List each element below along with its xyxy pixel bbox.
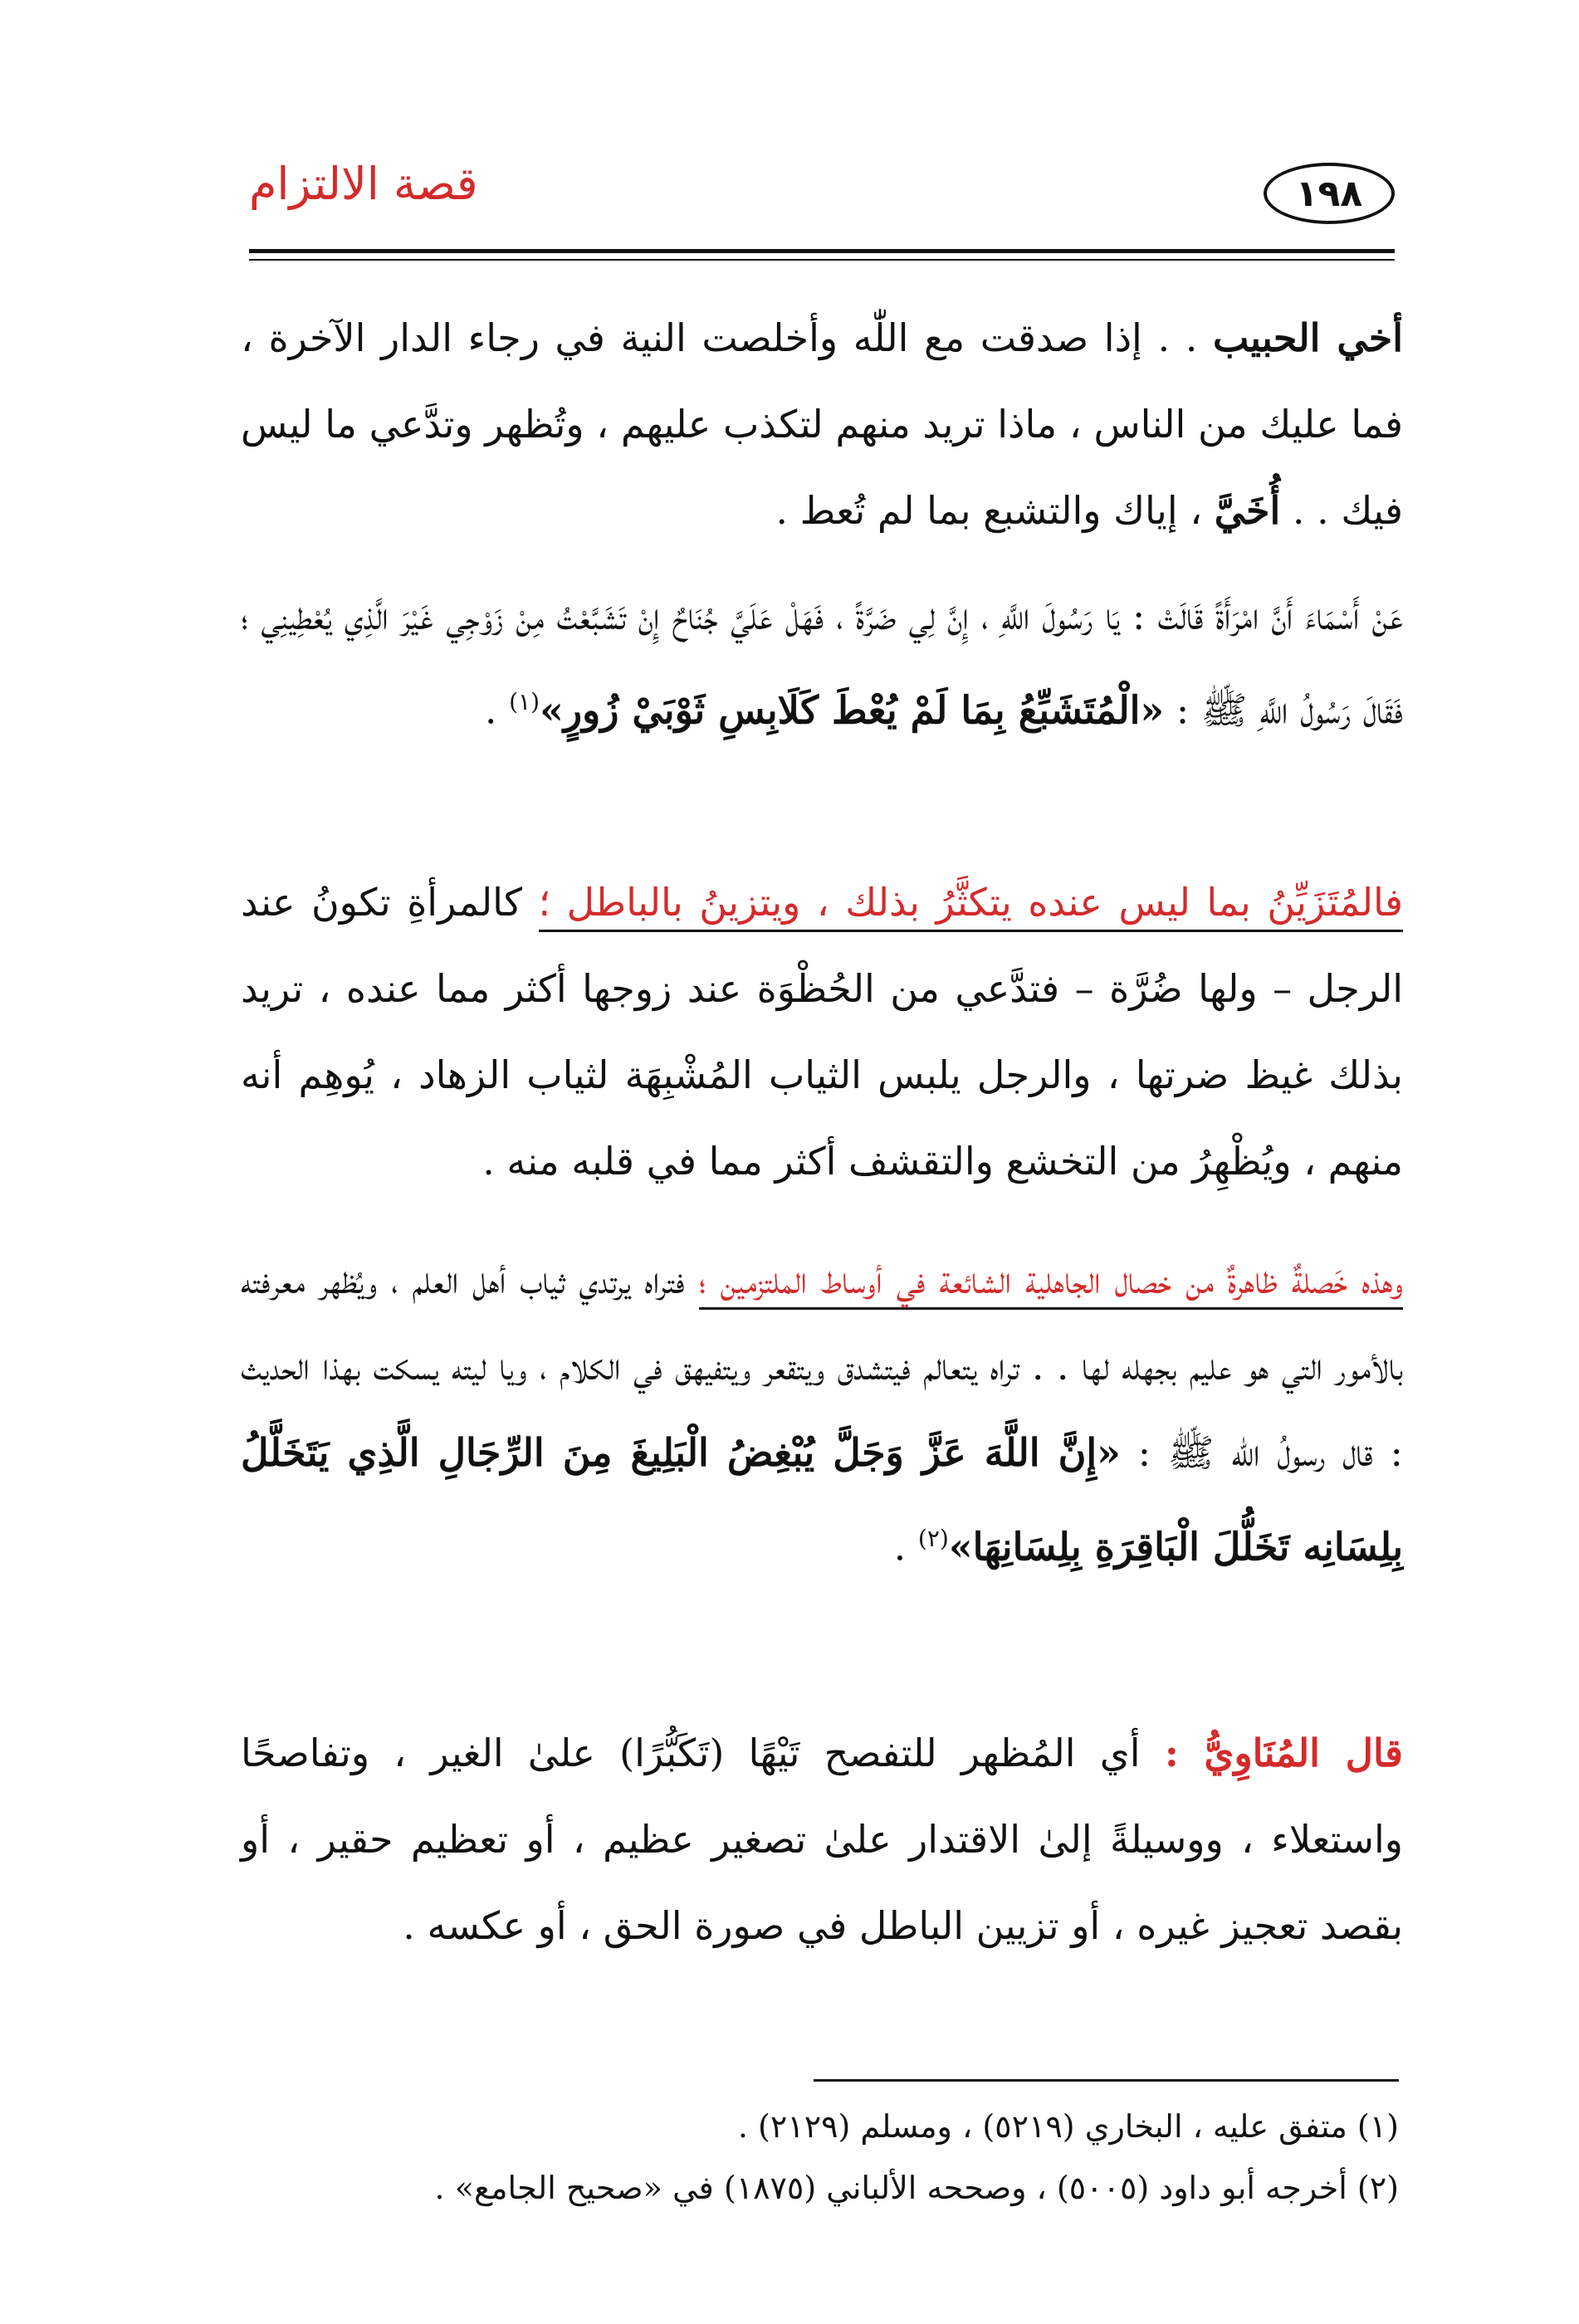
footnotes bbox=[249, 2096, 1399, 2219]
paragraph-3-text: كالمرأةِ تكونُ عند الرجل – ولها ضُرَّة – فتدَّعي من الحُظْوَة عند زوجها أكثر مما عنده ، تريد بذلك غيظ ضرتها ، والرجل يلبس الثياب المُشْبِهَة لثياب الزهاد ، يُوهِم أنه منهم ، ويُظْهِرُ من التخشع والتقشف أكثر مما في قلبه منه . bbox=[241, 880, 1403, 1184]
paragraph-1 bbox=[241, 295, 1403, 554]
paragraph-5-text: أي المُظهر للتفصح تَيْهًا (تَكَبُّرًا) علىٰ الغير ، وتفاصحًا واستعلاء ، ووسيلةً إلىٰ الاقتدار علىٰ تصغير عظيم ، أو تعظيم حقير ، أو بقصد تعجيز غيره ، أو تزيين الباطل في صورة الحق ، أو عكسه . bbox=[241, 1731, 1403, 1948]
header-rule-thin bbox=[249, 259, 1395, 261]
highlight-2: وهذه خَصلةٌ ظاهرةٌ من خصال الجاهلية الشائعة في أوساط الملتزمين ؛ bbox=[699, 1257, 1404, 1310]
page-header bbox=[249, 158, 1395, 257]
paragraph-4 bbox=[241, 1237, 1403, 1589]
footnote-ref-1: (١) bbox=[509, 688, 540, 715]
paragraph-4-text: فتراه يرتدي ثياب أهل العلم ، ويُظهر معرفته بالأمور التي هو عليم بجهله لها . . تراه يتعالم فيتشدق ويتقعر ويتفيهق في الكلام ، ويا ليته يسكت بهذا الحديث : قال رسولُ اللّٰه ﷺ : bbox=[241, 1257, 1403, 1475]
page-number: ١٩٨ bbox=[1264, 163, 1395, 224]
paragraph-2-end: . bbox=[484, 687, 510, 733]
footnote-ref-2: (٢) bbox=[917, 1525, 949, 1552]
footnote-1: (١) متفق عليه ، البخاري (٥٢١٩) ، ومسلم (٢١٢٩) . bbox=[737, 2108, 1399, 2145]
hadith-2: «إِنَّ اللَّهَ عَزَّ وَجَلَّ يُبْغِضُ الْبَلِيغَ مِنَ الرِّجَالِ الَّذِي يَتَخَلَّلُ بِلِسَانِه تَخَلُّلَ الْبَاقِرَةِ بِلِسَانِهَا» bbox=[241, 1430, 1403, 1570]
paragraph-1-akhi: أُخَيَّ bbox=[1214, 488, 1281, 533]
paragraph-2-text: عَنْ أَسْمَاءَ أَنَّ امْرَأَةً قَالَتْ : يَا رَسُولَ اللَّهِ ، إِنَّ لِي ضَرَّةً ، فَهَلْ عَلَيَّ جُنَاحٌ إِنْ تَشَبَّعْتُ مِنْ زَوْجِي غَيْرَ الَّذِي يُعْطِينِي ؛ فَقَالَ رَسُولُ اللَّهِ ﷺ : bbox=[241, 593, 1403, 733]
paragraph-1-tail: ، إياك والتشبع بما لم تُعط . bbox=[775, 488, 1215, 533]
paragraph-3 bbox=[241, 859, 1403, 1204]
highlight-1: فالمُتَزَيِّنُ بما ليس عنده يتكثَّرُ بذلك ، ويتزينُ بالباطل ؛ bbox=[539, 880, 1404, 932]
footnote-2: (٢) أخرجه أبو داود (٥٠٠٥) ، وصححه الألباني (١٨٧٥) في «صحيح الجامع» . bbox=[434, 2170, 1399, 2206]
paragraph-1-lead: أخي الحبيب bbox=[1212, 315, 1403, 360]
header-rule-thick bbox=[249, 249, 1395, 253]
paragraph-1-text: . . إذا صدقت مع اللّٰه وأخلصت النية في رجاء الدار الآخرة ، فما عليك من الناس ، ماذا تريد منهم لتكذب عليهم ، وتُظهر وتدَّعي ما ليس فيك . . bbox=[241, 315, 1403, 533]
footnote-rule bbox=[814, 2079, 1399, 2082]
paragraph-5 bbox=[241, 1710, 1403, 1969]
hadith-1: «الْمُتَشَبِّعُ بِمَا لَمْ يُعْطَ كَلَابِسِ ثَوْبَيْ زُورٍ» bbox=[540, 687, 1165, 733]
paragraph-4-end: . bbox=[893, 1524, 918, 1570]
paragraph-2 bbox=[241, 573, 1403, 753]
paragraph-5-lead: قال المُنَاوِيُّ : bbox=[1164, 1731, 1403, 1775]
book-title: قصة الالتزام bbox=[249, 158, 478, 210]
